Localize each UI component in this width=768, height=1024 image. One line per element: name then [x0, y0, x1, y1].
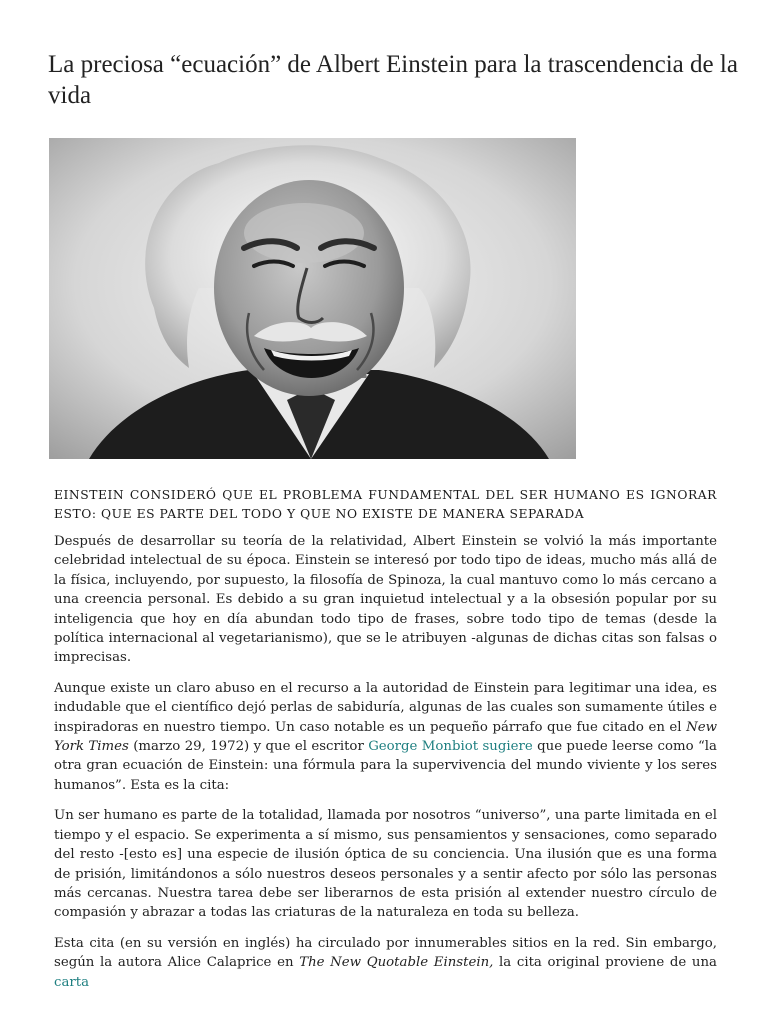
monbiot-link[interactable]: George Monbiot sugiere: [368, 739, 533, 755]
paragraph-2-text-3: que puede leerse como “la otra gran ecuación de Einstein: una fórmula para la supervivencia del mundo viviente y los seres humanos”. Esta es la cita:: [54, 739, 717, 793]
paragraph-2-text-2: (marzo 29, 1972) y que el escritor: [128, 739, 369, 755]
article-subtitle: EINSTEIN CONSIDERÓ QUE EL PROBLEMA FUNDAMENTAL DEL SER HUMANO ES IGNORAR ESTO: QUE ES PARTE DEL TODO Y QUE NO EXISTE DE MANERA SEPARADA: [54, 488, 717, 521]
newspaper-title: New York Times: [54, 719, 717, 755]
paragraph-2: [54, 679, 717, 795]
paragraph-4-text-2: la cita original proviene de una: [493, 955, 717, 971]
article-title: La preciosa “ecuación” de Albert Einstein para la trascendencia de la vida: [48, 51, 738, 109]
paragraph-4-text-1: Esta cita (en su versión en inglés) ha circulado por innumerables sitios en la red. Sin embargo, según la autora Alice Calaprice en: [54, 935, 717, 971]
paragraph-1: Después de desarrollar su teoría de la relatividad, Albert Einstein se volvió la más importante celebridad intelectual de su época. Einstein se interesó por todo tipo de ideas, mucho más allá de la física, incluyendo, por supuesto, la filosofía de Spinoza, la cual mantuvo como lo más cercano a una creencia personal. Es debido a su gran inquietud intelectual y a la obsesión popular por su inteligencia que hoy en día abundan todo tipo de frases, sobre todo tipo de temas (desde la política internacional al vegetarianismo), que se le atribuyen -algunas de dichas citas son falsas o imprecisas.: [54, 534, 717, 666]
book-title: The New Quotable Einstein,: [299, 955, 494, 971]
article-photo: [49, 138, 576, 459]
article-body: [54, 532, 717, 992]
carta-link[interactable]: carta: [54, 974, 90, 990]
paragraph-3-quote: Un ser humano es parte de la totalidad, llamada por nosotros “universo”, una parte limitada en el tiempo y el espacio. Se experimenta a sí mismo, sus pensamientos y sensaciones, como separado del resto -[esto es] una especie de ilusión óptica de su conciencia. Una ilusión que es una forma de prisión, limitándonos a sólo nuestros deseos personales y a sentir afecto por sólo las personas más cercanas. Nuestra tarea debe ser liberarnos de esta prisión al extender nuestro círculo de compasión y abrazar a todas las criaturas de la naturaleza en toda su belleza.: [54, 808, 717, 921]
paragraph-4: [54, 934, 717, 992]
paragraph-2-text-1: Aunque existe un claro abuso en el recurso a la autoridad de Einstein para legitimar una idea, es indudable que el científico dejó perlas de sabiduría, algunas de las cuales son sumamente útiles e inspiradoras en nuestro tiempo. Un caso notable es un pequeño párrafo que fue citado en el: [54, 680, 717, 735]
